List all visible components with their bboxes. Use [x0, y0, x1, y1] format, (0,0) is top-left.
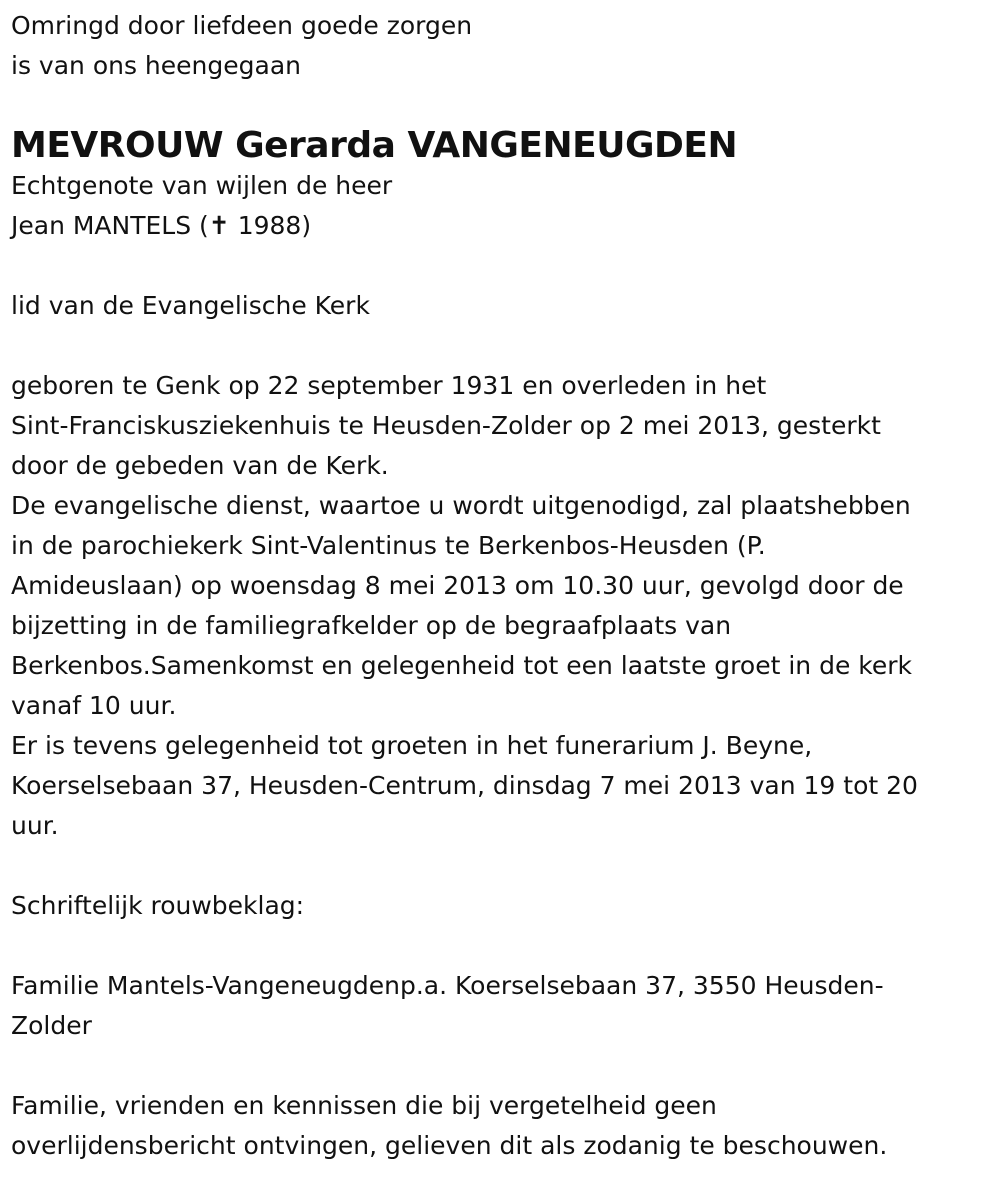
details-line: De evangelische dienst, waartoe u wordt uitgenodigd, zal plaatshebben: [11, 491, 911, 520]
closing-line-2: overlijdensbericht ontvingen, gelieven dit als zodanig te beschouwen.: [11, 1131, 888, 1160]
spouse-line-2: Jean MANTELS (✝ 1988): [11, 211, 312, 240]
details-line: Koerselsebaan 37, Heusden-Centrum, dinsdag 7 mei 2013 van 19 tot 20: [11, 771, 918, 800]
details-line: bijzetting in de familiegrafkelder op de begraafplaats van: [11, 611, 732, 640]
funeral-details: [11, 366, 1000, 846]
church-membership: lid van de Evangelische Kerk: [11, 291, 370, 320]
spacer: [11, 1046, 1000, 1086]
condolences-label: Schriftelijk rouwbeklag:: [11, 891, 305, 920]
closing-line-1: Familie, vrienden en kennissen die bij vergetelheid geen: [11, 1091, 717, 1120]
deceased-name: MEVROUW Gerarda VANGENEUGDEN: [11, 125, 738, 166]
details-line: Berkenbos.Samenkomst en gelegenheid tot een laatste groet in de kerk: [11, 651, 912, 680]
spacer: [11, 326, 1000, 366]
intro-line-2: is van ons heengegaan: [11, 51, 301, 80]
details-line: Er is tevens gelegenheid tot groeten in het funerarium J. Beyne,: [11, 731, 813, 760]
details-line: door de gebeden van de Kerk.: [11, 451, 389, 480]
spacer: [11, 846, 1000, 886]
spacer: [11, 926, 1000, 966]
details-line: geboren te Genk op 22 september 1931 en overleden in het: [11, 371, 767, 400]
condolences-address-line-2: Zolder: [11, 1011, 92, 1040]
details-line: uur.: [11, 811, 59, 840]
details-line: vanaf 10 uur.: [11, 691, 177, 720]
spouse-line-1: Echtgenote van wijlen de heer: [11, 171, 393, 200]
spacer: [11, 246, 1000, 286]
condolences-address-line-1: Familie Mantels-Vangeneugdenp.a. Koerselsebaan 37, 3550 Heusden-: [11, 971, 884, 1000]
details-line: Sint-Franciskusziekenhuis te Heusden-Zolder op 2 mei 2013, gesterkt: [11, 411, 881, 440]
details-line: Amideuslaan) op woensdag 8 mei 2013 om 10.30 uur, gevolgd door de: [11, 571, 904, 600]
intro-line-1: Omringd door liefdeen goede zorgen: [11, 11, 473, 40]
details-line: in de parochiekerk Sint-Valentinus te Berkenbos-Heusden (P.: [11, 531, 766, 560]
